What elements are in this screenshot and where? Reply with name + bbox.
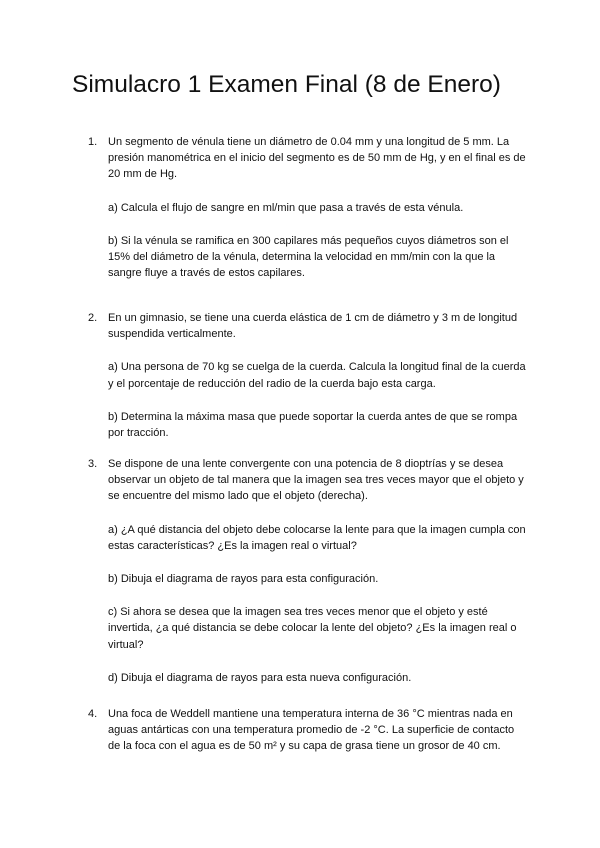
question-statement: Se dispone de una lente convergente con una potencia de 8 dioptrías y se desea observar un objeto de tal manera que la imagen sea tres veces mayor que el objeto y se encuentre del mismo lado que el objeto (derecha). [108,458,524,503]
question-1 [88,134,528,281]
question-part-d: d) Dibuja el diagrama de rayos para esta nueva configuración. [108,671,412,684]
question-statement: Una foca de Weddell mantiene una temperatura interna de 36 °C mientras nada en aguas antárticas con una temperatura promedio de -2 °C. La superficie de contacto de la foca con el agua es de 50 m² y su capa de grasa tiene un grosor de 40 cm. [108,708,515,753]
question-number: 3. [88,458,98,470]
question-body [108,134,526,281]
question-body [108,706,526,755]
question-4 [88,706,528,755]
question-part-b: b) Si la vénula se ramifica en 300 capilares más pequeños cuyos diámetros son el 15% del diámetro de la vénula, determina la velocidad en mm/min con la que la sangre fluye a través de estos capilares. [108,234,509,280]
question-part-b: b) Dibuja el diagrama de rayos para esta configuración. [108,573,379,586]
question-statement: En un gimnasio, se tiene una cuerda elástica de 1 cm de diámetro y 3 m de longitud suspendida verticalmente. [108,312,518,341]
question-part-c: c) Si ahora se desea que la imagen sea tres veces menor que el objeto y esté invertida, ¿a qué distancia se debe colocar la lente del objeto? ¿Es la imagen real o virtual? [108,606,517,651]
question-statement: Un segmento de vénula tiene un diámetro de 0.04 mm y una longitud de 5 mm. La presión manométrica en el inicio del segmento es de 50 mm de Hg, y en el final es de 20 mm de Hg. [108,136,526,181]
question-part-a: a) ¿A qué distancia del objeto debe colocarse la lente para que la imagen cumpla con estas características? ¿Es la imagen real o virtual? [108,523,526,552]
question-2 [88,310,528,441]
question-part-b: b) Determina la máxima masa que puede soportar la cuerda antes de que se rompa por tracción. [108,410,518,440]
page-title: Simulacro 1 Examen Final (8 de Enero) [72,71,501,98]
question-number: 4. [88,708,98,720]
question-part-a: a) Calcula el flujo de sangre en ml/min que pasa a través de esta vénula. [108,201,464,214]
question-body [108,456,526,686]
question-part-a: a) Una persona de 70 kg se cuelga de la cuerda. Calcula la longitud final de la cuerda y el porcentaje de reducción del radio de la cuerda bajo esta carga. [108,361,526,390]
question-number: 2. [88,312,98,324]
question-body [108,310,526,441]
question-number: 1. [88,136,98,148]
question-3 [88,456,528,686]
